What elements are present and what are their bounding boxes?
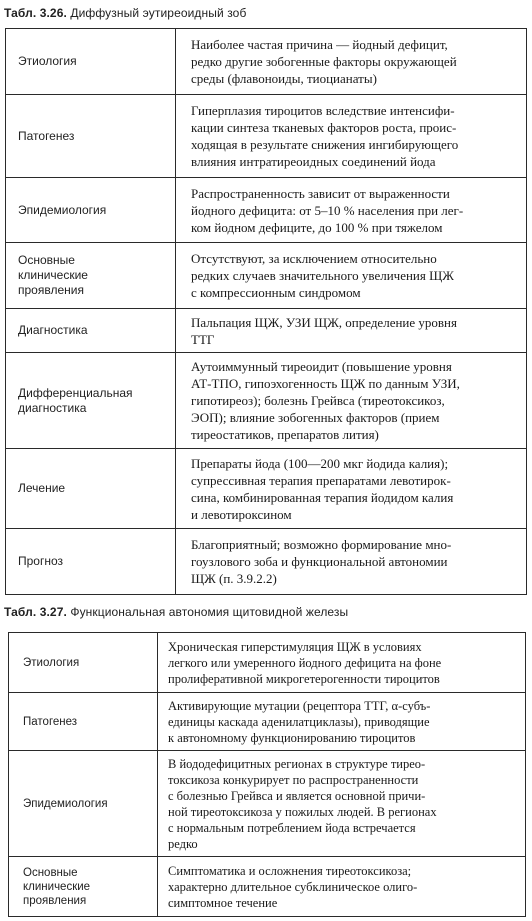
row-text: Пальпация ЩЖ, УЗИ ЩЖ, определение уровня ТТГ (191, 314, 457, 347)
table-row (9, 751, 526, 857)
row-label: Этиология (18, 54, 77, 68)
row-header-cell (6, 178, 176, 243)
table-row (6, 353, 527, 449)
row-header-cell (6, 243, 176, 309)
table-functional-autonomy (8, 632, 526, 917)
row-label: Эпидемиология (18, 202, 107, 217)
row-text: Гиперплазия тироцитов вследствие интенсифи- кации синтеза тканевых факторов роста, проис- ходящая в результате снижения ингибирующего влияния интратиреоидных соединений йода (191, 103, 459, 169)
table-title: Функциональная автономия щитовидной железы (70, 605, 349, 619)
row-text: Благоприятный; возможно формирование мно- гоузлового зоба и функциональной автономии ЩЖ (п. 3.9.2.2) (191, 537, 452, 586)
row-text: Отсутствуют, за исключением относительно редких случаев значительного увеличения ЩЖ с компрессионным синдромом (191, 251, 454, 300)
table-row (9, 633, 526, 693)
row-text: Хроническая гиперстимуляция ЩЖ в условиях легкого или умеренного йодного дефицита на фоне пролиферативной микрогетерогенности тироцитов (168, 639, 442, 686)
row-text: Симптоматика и осложнения тиреотоксикоза; характерно длительное субклиническое олиго- симптомное течение (168, 863, 418, 910)
table-caption (4, 6, 246, 20)
table-row (6, 309, 527, 353)
row-text: Активирующие мутации (рецептора ТТГ, α-субъ- единицы каскада аденилатциклазы), приводящие к автономному функционированию тироцитов (168, 698, 431, 745)
table-number: Табл. 3.27. (4, 605, 67, 619)
row-content-cell (176, 95, 527, 178)
table-row (6, 243, 527, 309)
row-label: Прогноз (18, 554, 64, 568)
row-header-cell (9, 633, 158, 693)
row-content-cell (176, 309, 527, 353)
row-text: Распространенность зависит от выраженности йодного дефицита: от 5–10 % населения при лег- ком йодном дефиците, до 100 % при тяжелом (191, 185, 464, 235)
row-label: Лечение (18, 481, 66, 495)
row-header-cell (9, 693, 158, 751)
row-text: В йододефицитных регионах в структуре тирео- токсикоза конкурирует по распространенности с болезнью Грейвса и является основной причи- ной тиреотоксикоза у пожилых людей. В регионах с нормальным потреблением йода встречается редко (168, 756, 437, 851)
table-number: Табл. 3.26. (4, 6, 67, 20)
row-label: Диагностика (18, 323, 88, 337)
row-content-cell (176, 178, 527, 243)
row-label: Патогенез (18, 128, 75, 143)
row-label: Основные клинические проявления (18, 253, 88, 297)
row-content-cell (158, 751, 526, 857)
table-caption (4, 605, 348, 619)
table-row (6, 449, 527, 529)
row-content-cell (176, 353, 527, 449)
row-header-cell (9, 857, 158, 917)
row-label: Основные клинические проявления (23, 866, 91, 907)
row-label: Патогенез (23, 715, 78, 728)
table-diffuse-euthyroid-goiter (5, 28, 527, 595)
row-content-cell (176, 449, 527, 529)
row-header-cell (6, 29, 176, 95)
row-content-cell (158, 693, 526, 751)
table-row (9, 693, 526, 751)
row-header-cell (6, 449, 176, 529)
table-row (9, 857, 526, 917)
row-label: Этиология (23, 656, 80, 669)
table-row (6, 529, 527, 595)
row-label: Эпидемиология (23, 797, 108, 810)
row-text: Наиболее частая причина — йодный дефицит, редко другие зобогенные факторы окружающей среды (флавоноиды, тиоцианаты) (191, 37, 457, 86)
table-row (6, 178, 527, 243)
table-row (6, 29, 527, 95)
row-content-cell (158, 857, 526, 917)
row-header-cell (6, 529, 176, 595)
row-header-cell (6, 95, 176, 178)
row-content-cell (158, 633, 526, 693)
row-content-cell (176, 29, 527, 95)
row-header-cell (6, 309, 176, 353)
row-text: Препараты йода (100—200 мкг йодида калия); супрессивная терапия препаратами левотирок- сина, комбинированная терапия йодидом калия и левотироксином (191, 455, 454, 522)
row-header-cell (6, 353, 176, 449)
row-text: Аутоиммунный тиреоидит (повышение уровня АТ-ТПО, гипоэхогенность ЩЖ по данным УЗИ, гипотиреоз); болезнь Грейвса (тиреотоксикоз, ЭОП); влияние зобогенных факторов (прием тиреостатиков, препаратов лития) (191, 359, 460, 442)
table-row (6, 95, 527, 178)
row-content-cell (176, 243, 527, 309)
row-label: Дифференциальная диагностика (18, 385, 133, 415)
table-title: Диффузный эутиреоидный зоб (70, 6, 247, 20)
row-header-cell (9, 751, 158, 857)
row-content-cell (176, 529, 527, 595)
